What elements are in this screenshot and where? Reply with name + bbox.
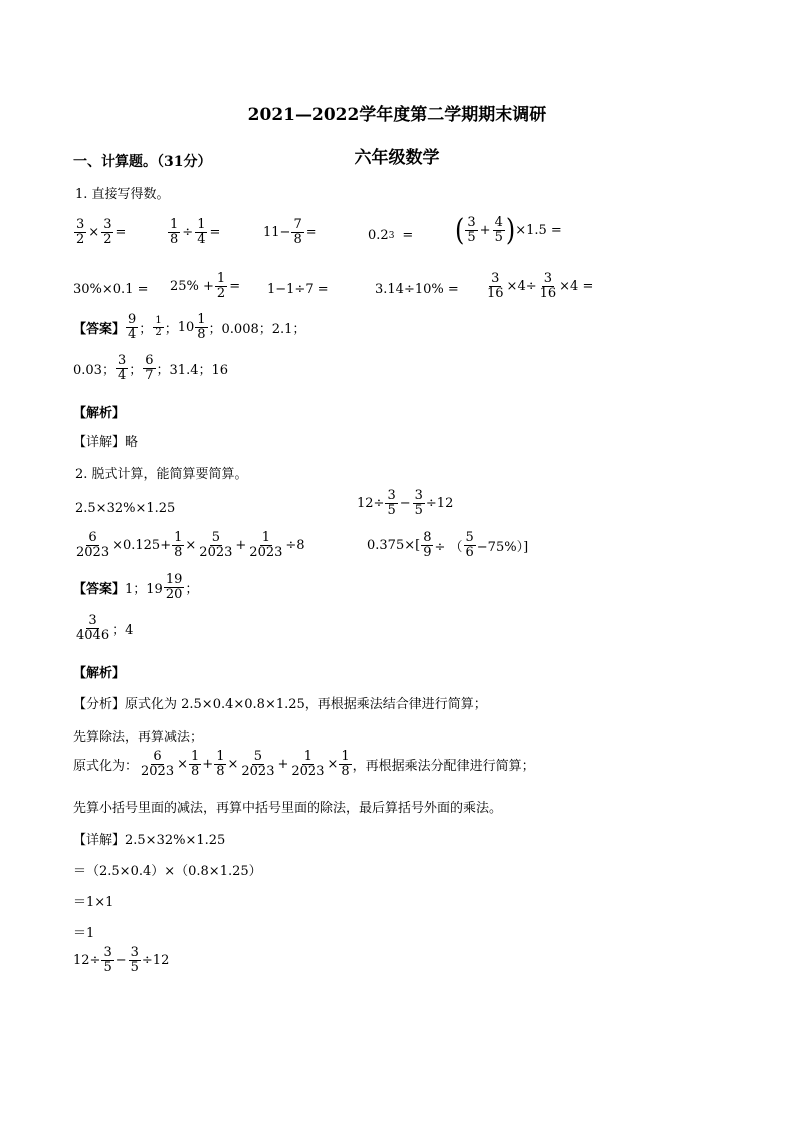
q2-detail-5: 12÷ $\frac{3}{5}$ − $\frac{3}{5}$ ÷12 xyxy=(73,945,170,975)
q1-analysis-label: 【解析】 xyxy=(73,406,126,421)
q1-answer-line-1: 【答案】 $\frac{9}{4}$ ； $\frac{1}{2}$ ； 10 $\frac{1}{8}$ ；0.008；2.1； xyxy=(73,312,306,342)
q1-prompt: 1. 直接写得数。 xyxy=(75,187,170,202)
q2-detail-3: ＝1×1 xyxy=(73,895,114,910)
q1-expr-5: ( $\frac{3}{5}$ + $\frac{4}{5}$ ) ×1.5 = xyxy=(455,212,562,248)
q1-expr-2: $\frac{1}{8}$ ÷ $\frac{1}{4}$ = xyxy=(170,217,221,247)
q1-expr-9: 3.14÷10% = xyxy=(375,282,459,297)
q2-problem-3: $\frac{6}{2023}$ ×0.125+ $\frac{1}{8}$ × $\frac{5}{2023}$ + $\frac{1}{2023}$ ÷8 xyxy=(76,530,305,560)
q2-detail-1: 【详解】2.5×32%×1.25 xyxy=(73,833,226,848)
q2-problem-1: 2.5×32%×1.25 xyxy=(75,501,176,516)
q1-detail: 【详解】略 xyxy=(73,435,139,450)
q1-expr-3: 11− $\frac{7}{8}$ = xyxy=(263,217,317,247)
page-subtitle: 六年级数学 xyxy=(354,148,440,168)
q2-analysis-label: 【解析】 xyxy=(73,666,126,681)
q2-prompt: 2. 脱式计算，能简算要简算。 xyxy=(75,467,248,482)
q2-problem-4: 0.375×[ $\frac{8}{9}$ ÷ （ $\frac{5}{6}$ −75%）] xyxy=(367,530,529,560)
q2-detail-2: ＝（2.5×0.4）×（0.8×1.25） xyxy=(73,864,262,879)
q1-expr-10: $\frac{3}{16}$ ×4÷ $\frac{3}{16}$ ×4 = xyxy=(487,271,594,301)
q2-detail-4: ＝1 xyxy=(73,926,95,941)
q1-expr-1: $\frac{3}{2}$ × $\frac{3}{2}$ = xyxy=(76,217,127,247)
q2-problem-2: 12÷ $\frac{3}{5}$ − $\frac{3}{5}$ ÷12 xyxy=(357,488,454,518)
q1-expr-8: 1−1÷7 = xyxy=(267,282,329,297)
q2-analysis-4: 先算小括号里面的减法，再算中括号里面的除法，最后算括号外面的乘法。 xyxy=(73,801,503,816)
q2-analysis-2: 先算除法，再算减法； xyxy=(73,730,204,745)
q2-answer-line-2: $\frac{3}{4046}$ ；4 xyxy=(76,613,134,643)
q1-expr-7: 25% + $\frac{1}{2}$ = xyxy=(170,271,241,301)
section-heading: 一、计算题。（31分） xyxy=(73,154,212,170)
q2-analysis-1: 【分析】原式化为 2.5×0.4×0.8×1.25，再根据乘法结合律进行简算； xyxy=(73,697,487,712)
q1-answer-line-2: 0.03； $\frac{3}{4}$ ； $\frac{6}{7}$ ；31.4；16 xyxy=(73,353,229,383)
page-title: 2021—2022学年度第二学期期末调研 xyxy=(247,105,547,125)
q2-answer-line-1: 【答案】 1；19 $\frac{19}{20}$ ； xyxy=(73,572,199,602)
q2-analysis-3: 原式化为： $\frac{6}{2023}$ × $\frac{1}{8}$ + $\frac{1}{8}$ × $\frac{5}{2023}$ + $\frac{1}{2023}$ × $\frac{1}{8}$ ，再根据乘法分配律进行简算； xyxy=(73,749,535,779)
q1-expr-6: 30%×0.1 = xyxy=(73,282,149,297)
q1-expr-4: 0.2 3 = xyxy=(368,228,414,243)
